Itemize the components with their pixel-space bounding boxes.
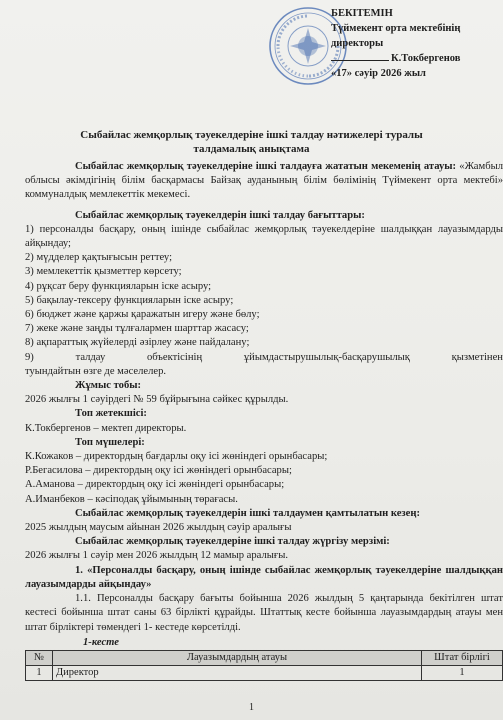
direction-item: 1) персоналды басқару, оның ішінде сыбайлас жемқорлық тәуекелдеріне шалдыққан лауазымдарды айқындау; bbox=[25, 223, 503, 250]
column-header-staff-units: Штат бірлігі bbox=[422, 650, 503, 665]
direction-item: 4) рұқсат беру функцияларын іске асыру; bbox=[25, 280, 212, 292]
staff-table bbox=[25, 650, 503, 681]
directions-heading: Сыбайлас жемқорлық тәуекелдерін ішкі талдау бағыттары: bbox=[75, 209, 365, 221]
page-number: 1 bbox=[249, 702, 254, 713]
direction-item: 3) мемлекеттік қызметтер көрсету; bbox=[25, 266, 182, 278]
column-header-number: № bbox=[26, 650, 53, 665]
organization-text: «Жамбыл облысы әкімдігінің білім басқармасы Байзақ ауданының білім бөлімінің Түймекент орта мектебі» коммуналдық мемлекеттік мекемесі. bbox=[25, 161, 503, 201]
title-line-1: Сыбайлас жемқорлық тәуекелдеріне ішкі талдау нәтижелері туралы bbox=[80, 129, 423, 141]
group-member: А.Аманова – директордың оқу ісі жөніндегі орынбасары; bbox=[25, 479, 285, 491]
direction-item-9-word: ұйымдастырушылық-басқарушылық bbox=[243, 351, 410, 363]
table-cell-position: Директор bbox=[53, 666, 422, 681]
group-leader-text: К.Токбергенов – мектеп директоры. bbox=[25, 422, 187, 434]
section-1-paragraph: 1.1. Персоналды басқару бағыты бойынша 2026 жылдың 5 қаңтарында бекітілген штат кестесі бойынша штат саны 63 бірлікті құрайды. Штаттық кесте бойынша лауазымдардың атауы мен штат бірліктері төмендегі 1- кестеде көрсетілді. bbox=[25, 593, 503, 633]
term-heading: Сыбайлас жемқорлық тәуекелдеріне ішкі талдау жүргізу мерзімі: bbox=[75, 536, 390, 548]
group-leader-heading: Топ жетекшісі: bbox=[75, 408, 147, 420]
period-heading: Сыбайлас жемқорлық тәуекелдерін ішкі талдаумен қамтылатын кезең: bbox=[75, 507, 420, 519]
direction-item: 5) бақылау-тексеру функцияларын іске асыру; bbox=[25, 294, 234, 306]
direction-item: 7) жеке және заңды тұлғалармен шарттар жасасу; bbox=[25, 323, 249, 335]
direction-item-9-word: объектісінің bbox=[147, 351, 203, 363]
working-group-text: 2026 жылғы 1 сәуірдегі № 59 бұйрығына сәйкес құрылды. bbox=[25, 394, 289, 406]
direction-item-9-num: 9) bbox=[25, 351, 34, 363]
direction-item-9-word: қызметінен bbox=[451, 351, 503, 363]
table-cell-number: 1 bbox=[26, 666, 53, 681]
table-cell-staff-units: 1 bbox=[422, 666, 503, 681]
direction-item: 6) бюджет және қаржы қаражатын игеру және бөлу; bbox=[25, 309, 260, 321]
group-member: К.Кожаков – директордың бағдарлы оқу ісі жөніндегі орынбасары; bbox=[25, 451, 328, 463]
document-body bbox=[25, 160, 503, 681]
direction-item-9-word: талдау bbox=[75, 351, 106, 363]
approval-signature-line bbox=[331, 51, 501, 66]
direction-item-9 bbox=[25, 351, 503, 365]
approval-heading: БЕКІТЕМІН bbox=[331, 8, 393, 19]
direction-item-9-continuation: туындайтын өзге де мәселелер. bbox=[25, 365, 167, 377]
column-header-position: Лауазымдардың атауы bbox=[53, 650, 422, 665]
direction-item: 2) мүдделер қақтығысын реттеу; bbox=[25, 252, 173, 264]
group-member: А.Иманбеков – кәсіподақ ұйымының төрағасы. bbox=[25, 493, 238, 505]
direction-item: 8) ақпараттық жүйелерді әзірлеу және пайдалану; bbox=[25, 337, 250, 349]
table-row bbox=[26, 666, 503, 681]
approval-signer: К.Токбергенов bbox=[391, 53, 461, 64]
approval-org-line: Түймекент орта мектебінің bbox=[331, 23, 461, 34]
section-1-heading: 1. «Персоналды басқару, оның ішінде сыбайлас жемқорлық тәуекелдеріне шалдыққан лауазымдарды айқындау» bbox=[25, 564, 503, 590]
table-header-row bbox=[26, 650, 503, 665]
approval-block bbox=[331, 6, 501, 81]
group-member: Р.Бегасилова – директордың оқу ісі жөніндегі орынбасары; bbox=[25, 465, 292, 477]
term-text: 2026 жылғы 1 сәуір мен 2026 жылдың 12 мамыр аралығы. bbox=[25, 550, 288, 562]
document-title bbox=[20, 128, 483, 156]
approval-date: «17» сәуір 2026 жыл bbox=[331, 68, 426, 79]
group-members-heading: Топ мүшелері: bbox=[75, 436, 145, 448]
title-line-2: талдамалық анықтама bbox=[193, 143, 310, 155]
period-text: 2025 жылдың маусым айынан 2026 жылдың сәуір аралығы bbox=[25, 522, 292, 534]
organization-paragraph bbox=[25, 160, 503, 203]
approval-position-line: директоры bbox=[331, 38, 384, 49]
organization-label: Сыбайлас жемқорлық тәуекелдеріне ішкі талдауға жататын мекеменің атауы: bbox=[75, 161, 457, 172]
table-caption: 1-кесте bbox=[83, 636, 119, 648]
signature-underline bbox=[331, 60, 389, 61]
working-group-heading: Жұмыс тобы: bbox=[75, 380, 142, 392]
